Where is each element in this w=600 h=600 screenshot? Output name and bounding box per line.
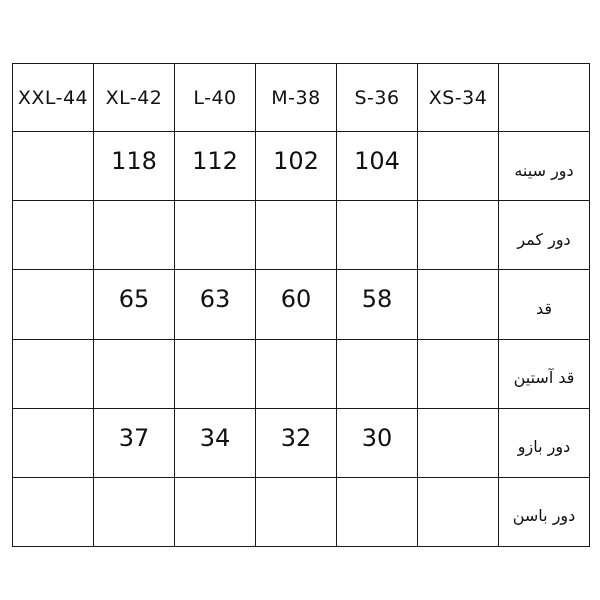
table-row-waist [13,201,590,270]
value-cell [94,472,175,541]
value-cell [13,196,94,265]
value-cell [337,334,418,403]
value-cell [418,127,499,196]
value-cell: 30 [337,403,418,472]
value-cell [337,196,418,265]
value-cell [256,334,337,403]
value-cell [256,472,337,541]
value-cell: 118 [94,127,175,196]
table-row-sleeve [13,339,590,408]
row-label-waist: دور کمر [499,205,590,274]
value-cell [418,472,499,541]
value-cell: 37 [94,403,175,472]
table-row-hip [13,477,590,546]
value-cell [175,196,256,265]
value-cell: 60 [256,265,337,334]
size-header-xs: XS-34 [418,64,499,132]
corner-cell [499,64,590,132]
value-cell [13,265,94,334]
size-header-m: M-38 [256,64,337,132]
size-header-xxl: XXL-44 [13,64,94,132]
value-cell [175,472,256,541]
table-header-row [13,64,590,132]
row-label-arm: دور بازو [499,412,590,481]
value-cell [13,403,94,472]
value-cell [418,403,499,472]
value-cell [175,334,256,403]
table-row-length [13,270,590,339]
value-cell [337,472,418,541]
row-label-chest: دور سینه [499,136,590,205]
value-cell [13,472,94,541]
value-cell [418,196,499,265]
table-row-chest [13,132,590,201]
value-cell: 34 [175,403,256,472]
value-cell: 104 [337,127,418,196]
value-cell [418,265,499,334]
size-header-l: L-40 [175,64,256,132]
value-cell [94,196,175,265]
value-cell [13,127,94,196]
value-cell: 112 [175,127,256,196]
value-cell [418,334,499,403]
size-header-xl: XL-42 [94,64,175,132]
value-cell: 58 [337,265,418,334]
size-header-s: S-36 [337,64,418,132]
row-label-length: قد [499,274,590,343]
row-label-sleeve: قد آستین [499,343,590,412]
value-cell [13,334,94,403]
value-cell: 102 [256,127,337,196]
value-cell: 65 [94,265,175,334]
row-label-hip: دور باسن [499,481,590,550]
table-row-arm [13,408,590,477]
size-table [12,63,590,547]
value-cell [256,196,337,265]
value-cell [94,334,175,403]
value-cell: 32 [256,403,337,472]
value-cell: 63 [175,265,256,334]
